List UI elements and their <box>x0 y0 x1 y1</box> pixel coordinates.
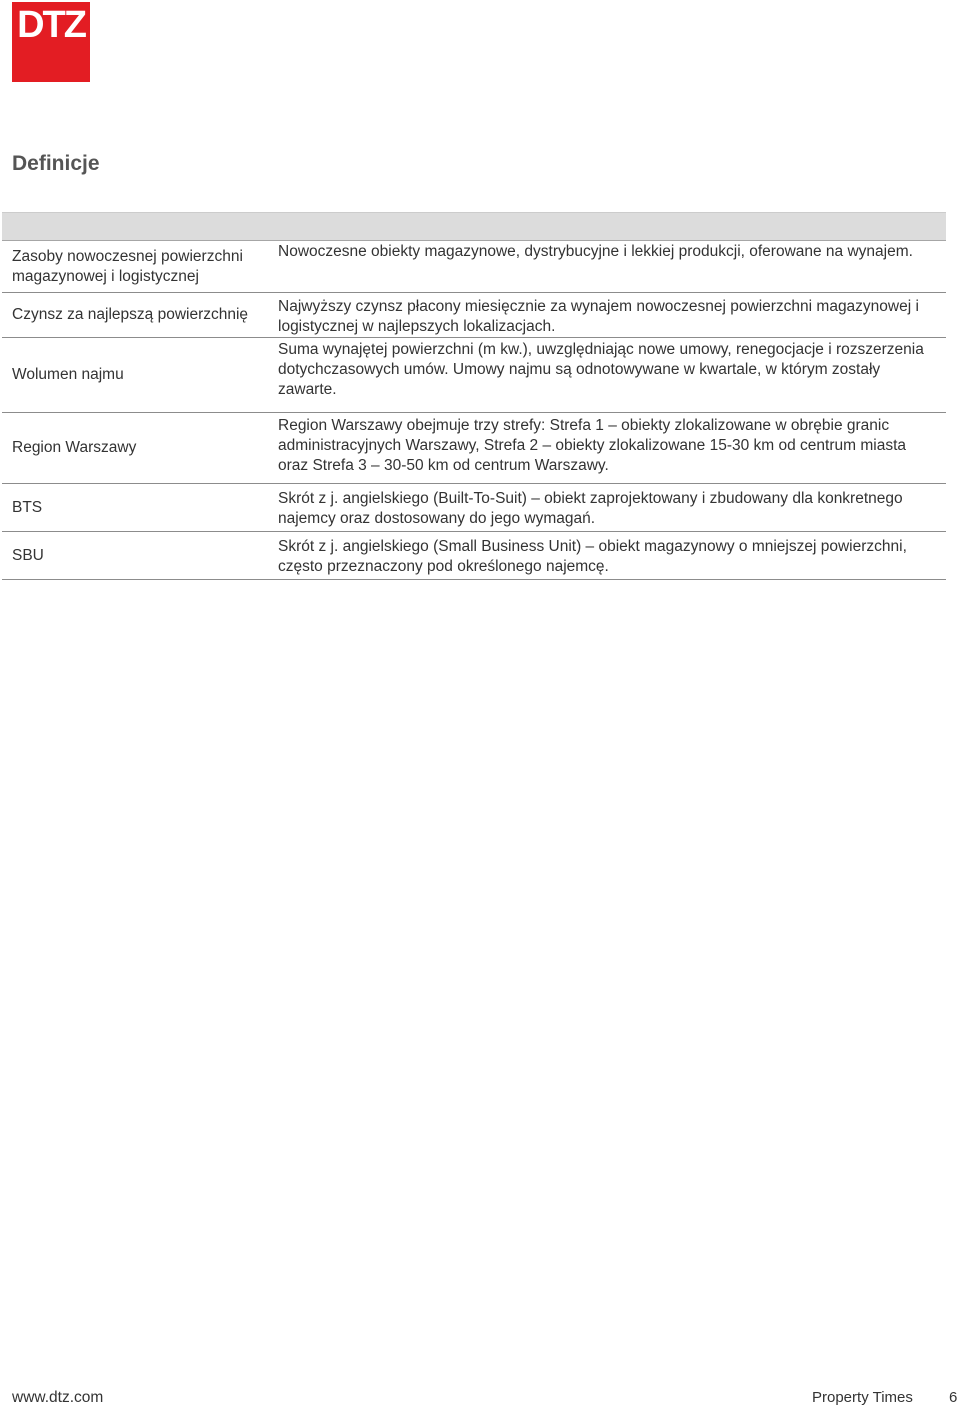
term-cell: Czynsz za najlepszą powierzchnię <box>12 306 249 323</box>
table-row <box>2 413 946 484</box>
logo-text: DTZ <box>17 4 85 46</box>
description-cell: Skrót z j. angielskiego (Built-To-Suit) – obiekt zaprojektowany i zbudowany dla konkretnego najemcy oraz dostosowany do jego wymagań. <box>278 490 903 527</box>
page-title: Definicje <box>12 152 100 175</box>
description-cell: Region Warszawy obejmuje trzy strefy: Strefa 1 – obiekty zlokalizowane w obrębie granic administracyjnych Warszawy, Strefa 2 – obiekty zlokalizowane 15-30 km od centrum miasta oraz Strefa 3 – 30-50 km od centrum Warszawy. <box>278 417 906 474</box>
table-row <box>2 293 946 338</box>
table-row <box>2 338 946 413</box>
table-row <box>2 532 946 580</box>
footer-page-number: 6 <box>949 1389 958 1406</box>
table-row <box>2 241 946 293</box>
term-cell: Region Warszawy <box>12 439 137 456</box>
term-cell: SBU <box>12 546 44 564</box>
table-header-bar <box>2 212 946 241</box>
dtz-logo <box>12 2 90 82</box>
footer-website-link[interactable]: www.dtz.com <box>12 1389 104 1406</box>
description-cell: Skrót z j. angielskiego (Small Business Unit) – obiekt magazynowy o mniejszej powierzchni, często przeznaczony pod określonego najemcę. <box>278 538 907 575</box>
term-cell: Wolumen najmu <box>2 338 268 413</box>
description-cell: Najwyższy czynsz płacony miesięcznie za wynajem nowoczesnej powierzchni magazynowej i logistycznej w najlepszych lokalizacjach. <box>278 298 919 335</box>
term-cell: BTS <box>12 498 43 516</box>
description-cell: Nowoczesne obiekty magazynowe, dystrybucyjne i lekkiej produkcji, oferowane na wynajem. <box>278 243 913 260</box>
table-row <box>2 484 946 532</box>
definitions-table <box>2 212 946 580</box>
description-cell: Suma wynajętej powierzchni (m kw.), uwzględniając nowe umowy, renegocjacje i rozszerzenia dotychczasowych umów. Umowy najmu są odnotowywane w kwartale, w którym zostały zawarte. <box>268 338 946 413</box>
term-cell: Zasoby nowoczesnej powierzchni magazynowej i logistycznej <box>12 247 243 285</box>
footer-publication-title: Property Times <box>812 1389 913 1406</box>
